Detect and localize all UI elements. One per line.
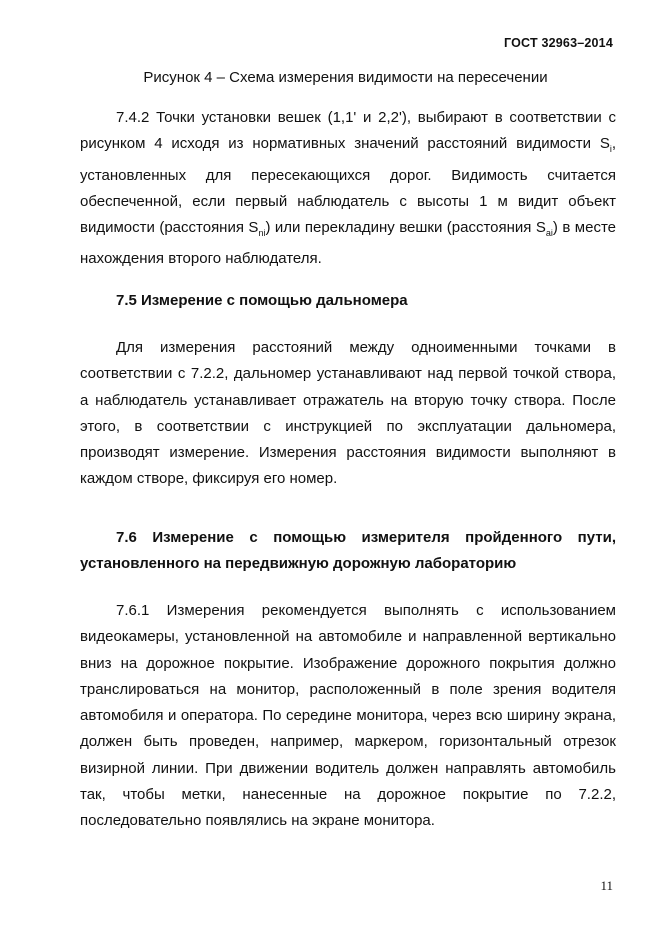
standard-header: ГОСТ 32963–2014 <box>504 36 613 50</box>
subscript-ni: ni <box>258 228 266 239</box>
paragraph-7-4-2-part1: 7.4.2 Точки установки вешек (1,1' и 2,2'), выбирают в соответствии с рисунком 4 исходя из нормативных значений расстояний видимости S <box>80 109 616 153</box>
section-7-5-heading: 7.5 Измерение с помощью дальномера <box>116 292 408 309</box>
subscript-i: i <box>609 144 612 155</box>
figure-caption: Рисунок 4 – Схема измерения видимости на пересечении <box>143 69 548 86</box>
paragraph-7-6-1: 7.6.1 Измерения рекомендуется выполнять с использованием видеокамеры, установленной на автомобиле и направленной вертикально вниз на дорожное покрытие. Изображение дорожного покрытия должно транслироваться на монитор, расположенный в поле зрения водителя автомобиля и оператора. По середине монитора, через всю ширину экрана, должен быть проведен, например, маркером, горизонтальный отрезок визирной линии. При движении водитель должен направлять автомобиль так, чтобы метки, нанесенные на дорожное покрытие по 7.2.2, последовательно появлялись на экране монитора. <box>80 602 616 830</box>
paragraph-7-4-2-part2: , установленных для пересекающихся дорог. Видимость считается обеспеченной, если первый наблюдатель с высоты 1 м видит объект видимости (расстояния S <box>80 135 616 237</box>
paragraph-7-5: Для измерения расстояний между одноименными точками в соответствии с 7.2.2, дальномер устанавливают над первой точкой створа, а наблюдатель устанавливает отражатель на вторую точку створа. После этого, в соответствии с инструкцией по эксплуатации дальномера, производят измерение. Измерения расстояния видимости выполняют в каждом створе, фиксируя его номер. <box>80 339 616 488</box>
page-number: 11 <box>600 878 613 893</box>
section-7-6-heading: 7.6 Измерение с помощью измерителя пройденного пути, установленного на передвижную дорожную лабораторию <box>80 529 616 573</box>
paragraph-7-4-2-part4: ) в месте нахождения второго наблюдателя. <box>80 219 616 268</box>
paragraph-7-4-2-part3: ) или перекладину вешки (расстояния S <box>265 219 546 237</box>
subscript-ai: ai <box>545 228 553 239</box>
paragraph-7-4-2 <box>80 105 616 273</box>
